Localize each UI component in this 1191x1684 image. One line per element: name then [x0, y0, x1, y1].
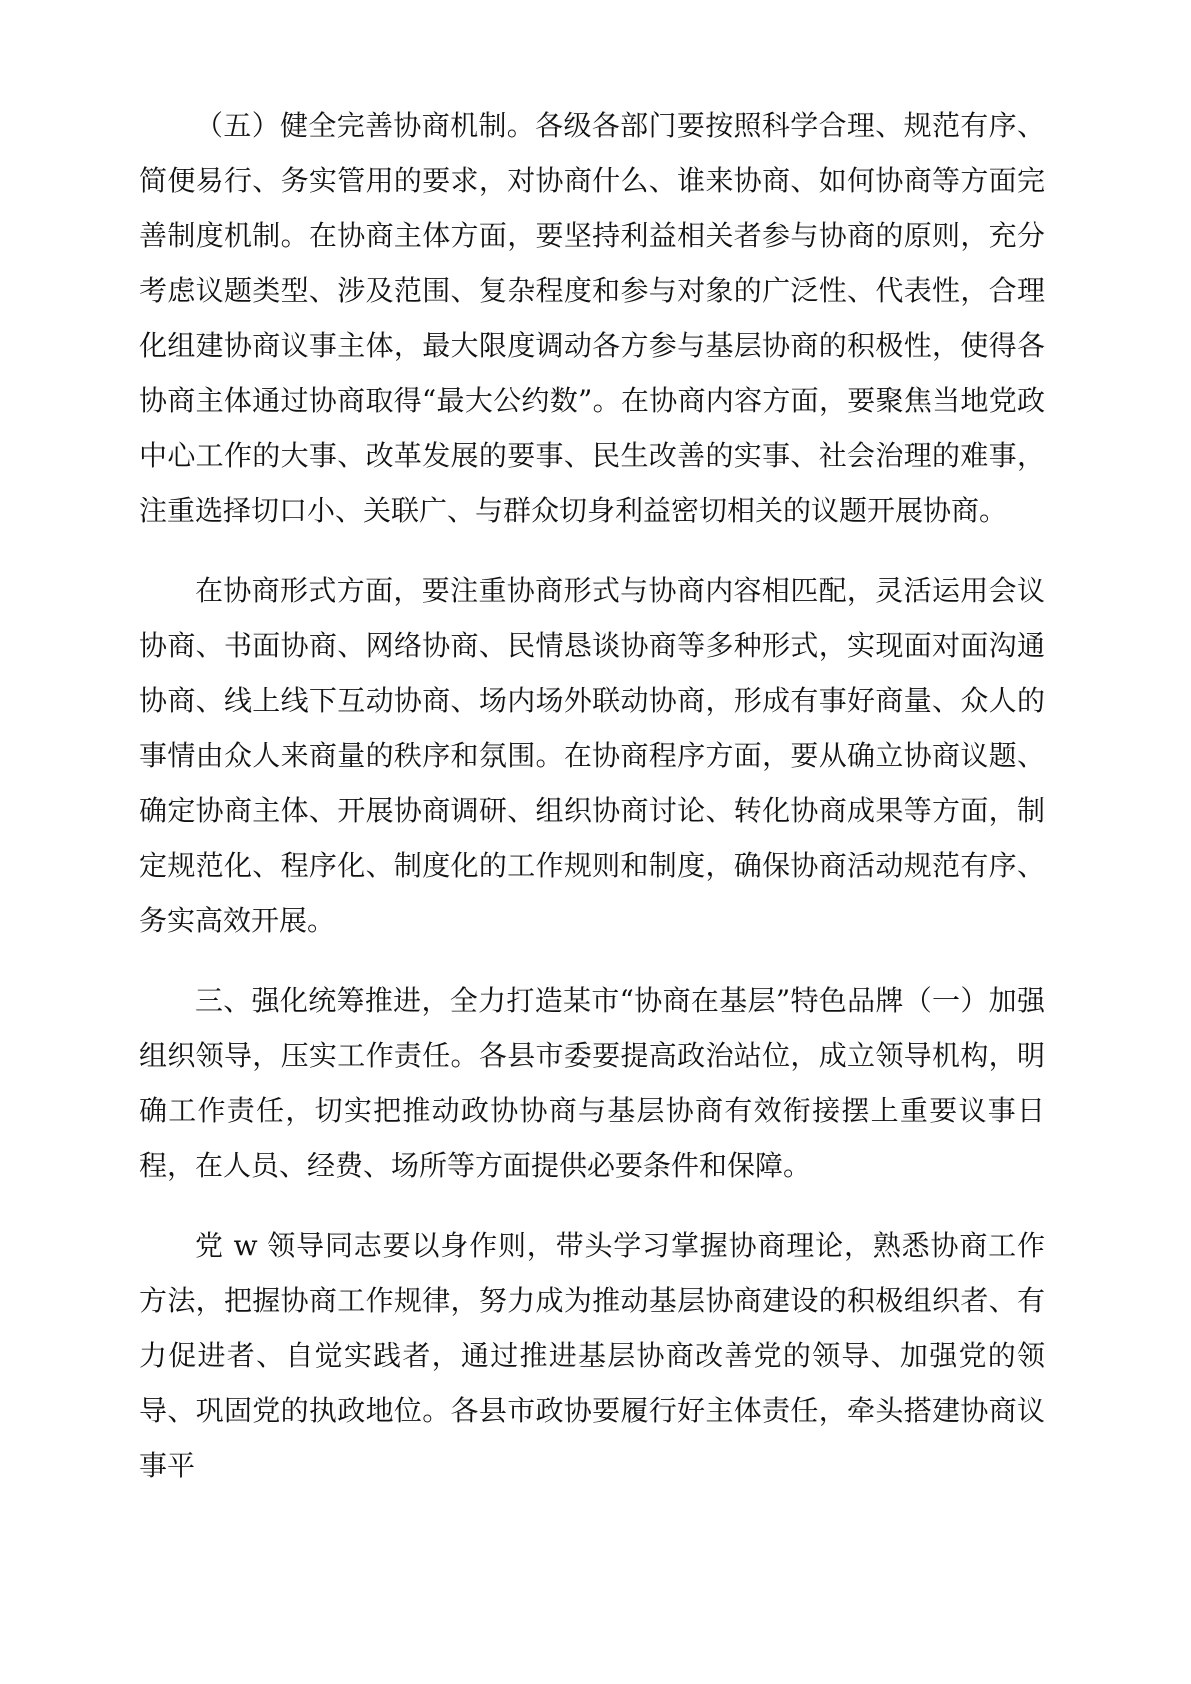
- paragraph-organization-leadership: 三、强化统筹推进，全力打造某市“协商在基层”特色品牌（一）加强组织领导，压实工作责任。各县市委要提高政治站位，成立领导机构，明确工作责任，切实把推动政协协商与基层协商有效衔接摆上重要议事日程，在人员、经费、场所等方面提供必要条件和保障。: [139, 984, 1045, 1182]
- paragraph-consultation-mechanism: （五）健全完善协商机制。各级各部门要按照科学合理、规范有序、简便易行、务实管用的要求，对协商什么、谁来协商、如何协商等方面完善制度机制。在协商主体方面，要坚持利益相关者参与协商的原则，充分考虑议题类型、涉及范围、复杂程度和参与对象的广泛性、代表性，合理化组建协商议事主体，最大限度调动各方参与基层协商的积极性，使得各协商主体通过协商取得“最大公约数”。在协商内容方面，要聚焦当地党政中心工作的大事、改革发展的要事、民生改善的实事、社会治理的难事，注重选择切口小、关联广、与群众切身利益密切相关的议题开展协商。: [139, 109, 1045, 527]
- document-body: [139, 98, 1045, 1493]
- paragraph-party-leadership: 党 w 领导同志要以身作则，带头学习掌握协商理论，熟悉协商工作方法，把握协商工作规律，努力成为推动基层协商建设的积极组织者、有力促进者、自觉实践者，通过推进基层协商改善党的领导、加强党的领导、巩固党的执政地位。各县市政协要履行好主体责任，牵头搭建协商议事平: [139, 1229, 1045, 1482]
- paragraph-consultation-forms: 在协商形式方面，要注重协商形式与协商内容相匹配，灵活运用会议协商、书面协商、网络协商、民情恳谈协商等多种形式，实现面对面沟通协商、线上线下互动协商、场内场外联动协商，形成有事好商量、众人的事情由众人来商量的秩序和氛围。在协商程序方面，要从确立协商议题、确定协商主体、开展协商调研、组织协商讨论、转化协商成果等方面，制定规范化、程序化、制度化的工作规则和制度，确保协商活动规范有序、务实高效开展。: [139, 574, 1045, 937]
